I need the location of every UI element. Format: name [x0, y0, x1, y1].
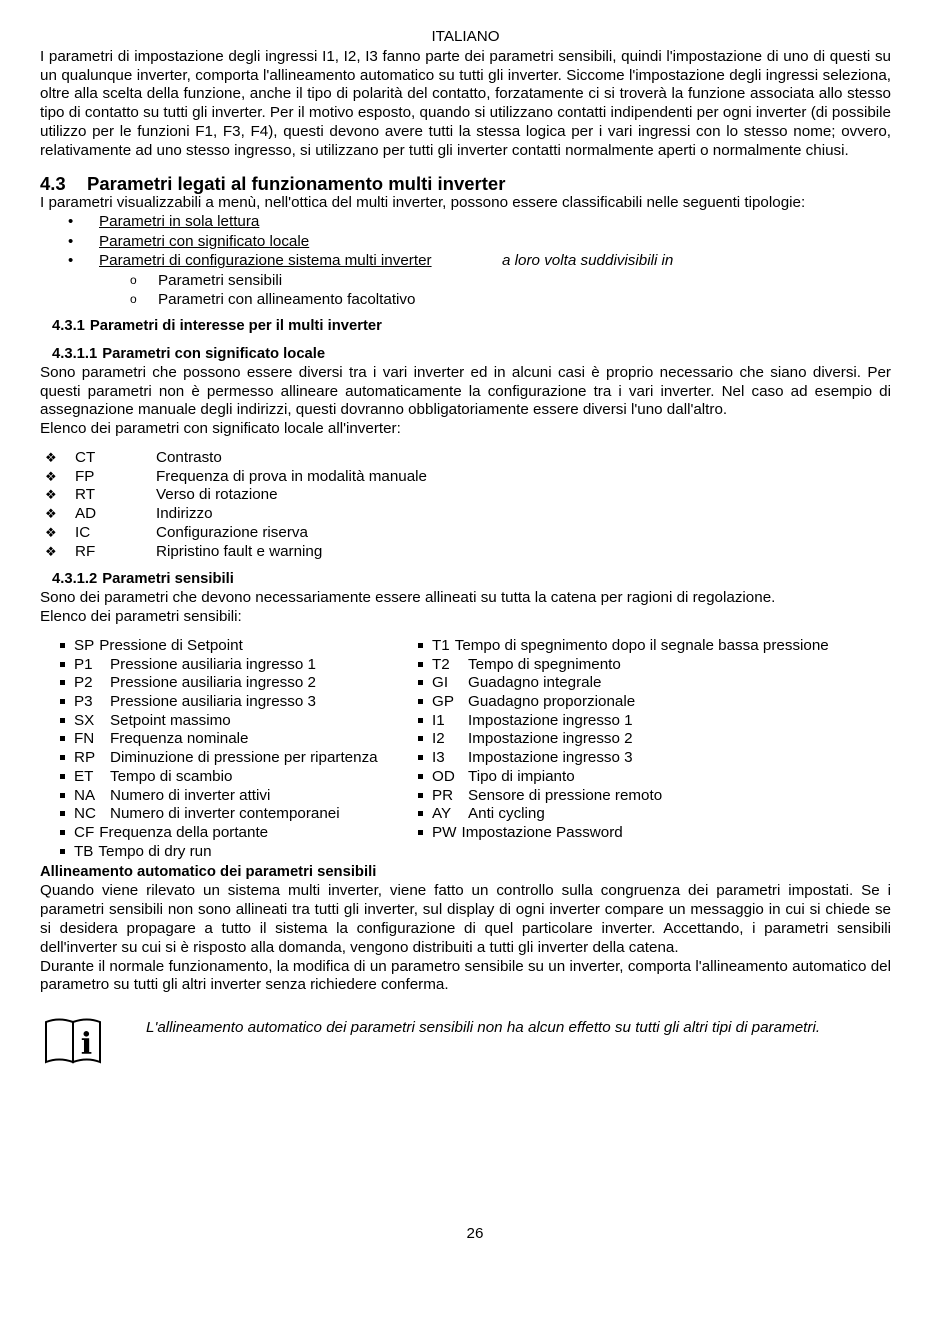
- param-code: I3: [432, 749, 445, 767]
- list-item: o Parametri con allineamento facoltativo: [40, 290, 891, 310]
- diamond-bullet-icon: ❖: [45, 468, 57, 484]
- sensitive-param-item: [40, 787, 398, 806]
- section-number: 4.3: [40, 172, 66, 194]
- param-code: RF: [75, 542, 96, 560]
- param-code: PW: [432, 823, 457, 841]
- diamond-bullet-icon: ❖: [45, 450, 57, 466]
- sensitive-param-item: [40, 749, 398, 768]
- list-item: [40, 251, 891, 271]
- language-header: ITALIANO: [431, 28, 500, 45]
- section-title: Parametri con significato locale: [102, 345, 326, 362]
- param-code: I1: [432, 711, 445, 729]
- sensitive-param-item: [40, 637, 398, 656]
- param-label: Pressione di Setpoint: [99, 636, 243, 654]
- param-code: CF: [74, 823, 95, 841]
- param-code: SP: [74, 636, 95, 654]
- document-page: [40, 28, 891, 1070]
- section-4-3-1-2-heading: [52, 570, 891, 589]
- parameter-types-list: [40, 212, 891, 271]
- section-4-3-1-1-heading: [52, 345, 891, 364]
- local-params-paragraph: Sono parametri che possono essere diversi tra i vari inverter ed in alcuni casi è proprio necessario che siano diversi. Per questi parametri non è permesso allineare automaticamente la configurazione tra i vari inverter. Nel caso ad esempio di assegnazione manuale degli indirizzi, questi dovranno obbligatoriamente essere diversi l'uno dall'altro.: [40, 363, 891, 419]
- param-label: Configurazione riserva: [156, 523, 308, 541]
- param-code: GI: [432, 674, 449, 692]
- list-item: [40, 232, 891, 252]
- param-label: Setpoint massimo: [110, 711, 231, 729]
- sensitive-param-item: [398, 824, 891, 843]
- sensitive-param-item: [398, 768, 891, 787]
- param-code: TB: [74, 842, 94, 860]
- sensitive-params-paragraph: Sono dei parametri che devono necessariamente essere allineati su tutta la catena per ragioni di regolazione.: [40, 589, 776, 607]
- auto-alignment-heading: Allineamento automatico dei parametri sensibili: [40, 864, 377, 881]
- local-params-list: [40, 449, 891, 561]
- sensitive-param-item: [398, 637, 891, 656]
- info-note-box: [40, 1010, 891, 1070]
- param-label: Verso di rotazione: [156, 486, 278, 504]
- param-code: P3: [74, 692, 93, 710]
- param-code: IC: [75, 523, 91, 541]
- sensitive-params-list-title: Elenco dei parametri sensibili:: [40, 608, 242, 626]
- param-label: Tempo di scambio: [110, 767, 233, 785]
- param-code: NC: [74, 805, 96, 823]
- param-label: Pressione ausiliaria ingresso 1: [110, 655, 316, 673]
- param-code: CT: [75, 449, 96, 467]
- param-code: RT: [75, 486, 95, 504]
- param-label: Pressione ausiliaria ingresso 2: [110, 674, 316, 692]
- param-code: I2: [432, 730, 445, 748]
- sensitive-param-item: [40, 843, 398, 862]
- section-4-3-intro: I parametri visualizzabili a menù, nell'ottica del multi inverter, possono essere classificabili nelle seguenti tipologie:: [40, 193, 806, 211]
- sub-types-list: [40, 271, 891, 310]
- sensitive-param-item: [398, 674, 891, 693]
- local-param-item: [40, 524, 891, 543]
- sensitive-param-item: [40, 805, 398, 824]
- page-number: 26: [466, 1225, 484, 1242]
- param-label: Frequenza di prova in modalità manuale: [156, 467, 428, 485]
- local-param-item: [40, 468, 891, 487]
- param-label: Frequenza nominale: [110, 730, 249, 748]
- local-param-item: [40, 449, 891, 468]
- sensitive-params-columns: [40, 637, 891, 861]
- local-params-list-title: Elenco dei parametri con significato locale all'inverter:: [40, 420, 401, 438]
- section-number: 4.3.1.2: [52, 571, 98, 588]
- bullet-label: Parametri in sola lettura: [99, 213, 260, 231]
- bullet-label: Parametri di configurazione sistema multi inverter: [99, 252, 432, 270]
- info-note-text: L'allineamento automatico dei parametri sensibili non ha alcun effetto su tutti gli altri tipi di parametri.: [146, 1019, 821, 1037]
- local-param-item: [40, 486, 891, 505]
- diamond-bullet-icon: ❖: [45, 543, 57, 559]
- sensitive-param-item: [40, 693, 398, 712]
- bullet-label: Parametri con significato locale: [99, 232, 310, 250]
- param-label: Tipo di impianto: [468, 767, 575, 785]
- param-label: Tempo di spegnimento: [468, 655, 621, 673]
- section-number: 4.3.1: [52, 317, 85, 334]
- param-code: P1: [74, 655, 93, 673]
- param-label: Pressione ausiliaria ingresso 3: [110, 692, 316, 710]
- sensitive-param-item: [398, 730, 891, 749]
- param-label: Numero di inverter contemporanei: [110, 805, 340, 823]
- param-label: Impostazione Password: [461, 823, 623, 841]
- param-label: Guadagno proporzionale: [468, 692, 636, 710]
- sensitive-param-item: [398, 787, 891, 806]
- param-code: FP: [75, 467, 95, 485]
- param-code: AD: [75, 505, 97, 523]
- sensitive-params-left-list: [40, 637, 398, 861]
- manual-info-icon: [43, 1016, 103, 1070]
- sensitive-param-item: [40, 730, 398, 749]
- param-label: Anti cycling: [468, 805, 545, 823]
- param-label: Sensore di pressione remoto: [468, 786, 663, 804]
- svg-text:i: i: [80, 1027, 93, 1063]
- bullet-note: a loro volta suddivisibili in: [502, 252, 674, 270]
- param-code: OD: [432, 767, 455, 785]
- list-item: o Parametri sensibili: [40, 271, 891, 291]
- auto-alignment-paragraph-1: Quando viene rilevato un sistema multi inverter, viene fatto un controllo sulla congruenza dei parametri impostati. Se i parametri sensibili non sono allineati tra tutti gli inverter, sul display di ogni inverter compare un messaggio in cui si chiede se si desidera propagare a tutto il sistema la configurazione di quel particolare inverter. Accettando, i parametri sensibili dell'inverter su cui si è risposto alla domanda, vengono distribuiti a tutti gli inverter della catena.: [40, 882, 891, 956]
- param-label: Impostazione ingresso 1: [468, 711, 633, 729]
- param-label: Diminuzione di pressione per ripartenza: [110, 749, 378, 767]
- section-title: Parametri sensibili: [102, 571, 234, 588]
- param-label: Guadagno integrale: [468, 674, 602, 692]
- param-label: Frequenza della portante: [99, 823, 269, 841]
- sensitive-param-item: [40, 712, 398, 731]
- param-label: Tempo di dry run: [98, 842, 212, 860]
- section-4-3-heading: [40, 174, 891, 194]
- param-code: RP: [74, 749, 96, 767]
- sensitive-param-item: [398, 656, 891, 675]
- param-label: Tempo di spegnimento dopo il segnale bassa pressione: [454, 636, 829, 654]
- section-title: Parametri di interesse per il multi inverter: [89, 317, 382, 334]
- param-code: AY: [432, 805, 452, 823]
- param-code: GP: [432, 692, 454, 710]
- param-code: NA: [74, 786, 96, 804]
- local-param-item: [40, 505, 891, 524]
- sensitive-param-item: [40, 656, 398, 675]
- sensitive-param-item: [40, 824, 398, 843]
- local-param-item: [40, 543, 891, 562]
- sensitive-param-item: [398, 712, 891, 731]
- param-code: T2: [432, 655, 450, 673]
- diamond-bullet-icon: ❖: [45, 506, 57, 522]
- list-item: [40, 212, 891, 232]
- auto-alignment-paragraph-2: Durante il normale funzionamento, la modifica di un parametro sensibile su un inverter, comporta l'allineamento automatico del parametro su tutti gli altri inverter senza richiedere conferma.: [40, 957, 891, 994]
- param-label: Indirizzo: [156, 505, 213, 523]
- param-label: Contrasto: [156, 449, 222, 467]
- sensitive-param-item: [398, 693, 891, 712]
- sensitive-param-item: [398, 805, 891, 824]
- param-code: SX: [74, 711, 95, 729]
- param-label: Impostazione ingresso 3: [468, 749, 633, 767]
- param-code: P2: [74, 674, 93, 692]
- sensitive-param-item: [398, 749, 891, 768]
- param-code: PR: [432, 786, 454, 804]
- param-code: ET: [74, 767, 94, 785]
- section-4-3-1-heading: [52, 317, 891, 336]
- param-code: T1: [432, 636, 450, 654]
- param-code: FN: [74, 730, 95, 748]
- param-label: Ripristino fault e warning: [156, 542, 323, 560]
- param-label: Numero di inverter attivi: [110, 786, 271, 804]
- section-number: 4.3.1.1: [52, 345, 98, 362]
- sensitive-param-item: [40, 674, 398, 693]
- diamond-bullet-icon: ❖: [45, 487, 57, 503]
- sensitive-param-item: [40, 768, 398, 787]
- sensitive-params-right-list: [398, 637, 891, 861]
- intro-paragraph: I parametri di impostazione degli ingressi I1, I2, I3 fanno parte dei parametri sensibili, quindi l'impostazione di uno di questi su un qualunque inverter, comporta l'allineamento automatico su tutti gli inverter. Siccome l'impostazione degli ingressi seleziona, oltre alla scelta della funzione, anche il tipo di polarità del contatto, forzatamente ci si troverà la funzione associata allo stesso tipo di contatto su tutti gli inverter. Per il motivo esposto, quando si utilizzano contatti indipendenti per ogni inverter (di possibile utilizzo per le funzioni F1, F3, F4), questi devono avere tutti la stessa logica per i vari ingressi con lo stesso nome; ovvero, relativamente ad uno stesso ingresso, si utilizzano per tutti gli inverter contatti normalmente aperti o normalmente chiusi.: [40, 47, 891, 159]
- param-label: Impostazione ingresso 2: [468, 730, 633, 748]
- section-title: Parametri legati al funzionamento multi inverter: [87, 172, 506, 194]
- diamond-bullet-icon: ❖: [45, 524, 57, 540]
